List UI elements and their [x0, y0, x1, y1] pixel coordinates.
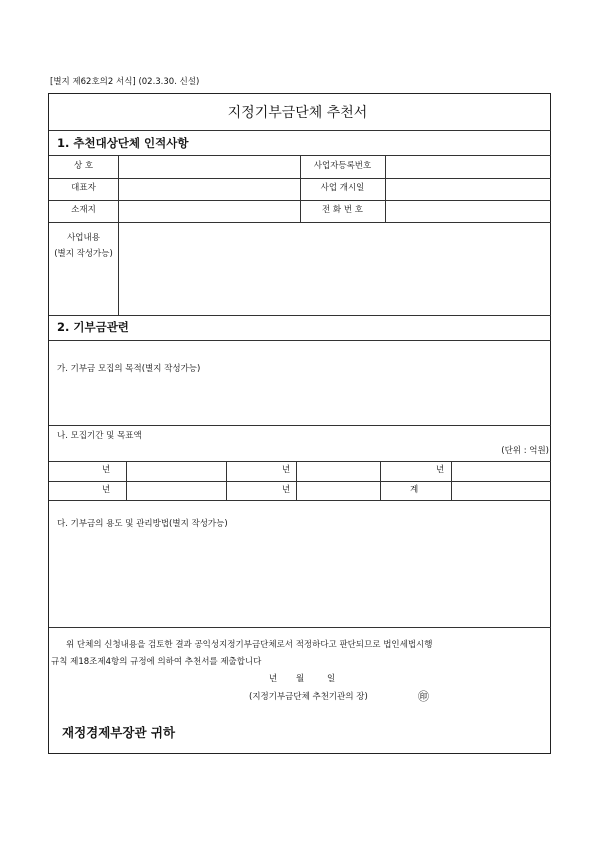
usage-management-label: 다. 기부금의 용도 및 관리방법(별지 작성가능) — [57, 519, 228, 529]
section2-heading: 2. 기부금관련 — [57, 320, 129, 334]
section1-heading: 1. 추천대상단체 인적사항 — [57, 136, 189, 150]
label-representative: 대표자 — [71, 183, 96, 193]
seal-mark: ㊞ — [418, 690, 429, 703]
declaration-line1: 위 단체의 신청내용을 검토한 결과 공익성지정기부금단체로서 적정하다고 판단되므로 법인세법시행 — [66, 640, 433, 650]
form-header-note: [별지 제62호의2 서식] (02.3.30. 신설) — [50, 77, 200, 87]
label-business-description-note: (별지 작성가능) — [54, 249, 113, 259]
usage-management-field[interactable] — [49, 533, 551, 626]
year-label: 년 — [282, 485, 291, 495]
date-year-label: 년 — [269, 674, 278, 684]
signer-label: (지정기부금단체 추천기관의 장) — [249, 692, 368, 702]
business-reg-number-field[interactable] — [386, 156, 551, 178]
location-field[interactable] — [119, 201, 300, 222]
target-amount-field[interactable] — [297, 462, 380, 481]
date-month-label: 월 — [296, 674, 305, 684]
unit-note: (단위 : 억원) — [501, 446, 549, 456]
date-day-label: 일 — [327, 674, 336, 684]
target-amount-field[interactable] — [127, 462, 226, 481]
declaration-line2: 규칙 제18조제4항의 규정에 의하여 추천서를 제출합니다 — [51, 657, 262, 667]
collection-period-label: 나. 모집기간 및 목표액 — [57, 431, 142, 441]
business-start-date-field[interactable] — [386, 179, 551, 200]
total-label: 계 — [410, 485, 419, 495]
target-amount-field[interactable] — [452, 462, 551, 481]
business-description-field[interactable] — [119, 223, 551, 315]
year-label: 년 — [102, 465, 111, 475]
target-amount-field[interactable] — [297, 482, 380, 500]
representative-field[interactable] — [119, 179, 300, 200]
year-label: 년 — [436, 465, 445, 475]
donation-purpose-field[interactable] — [49, 378, 551, 424]
total-amount-field[interactable] — [452, 482, 551, 500]
label-business-reg-number: 사업자등록번호 — [313, 161, 372, 171]
label-company-name: 상 호 — [73, 161, 94, 171]
year-label: 년 — [282, 465, 291, 475]
company-name-field[interactable] — [119, 156, 300, 178]
addressee: 재정경제부장관 귀하 — [62, 725, 176, 740]
donation-purpose-label: 가. 기부금 모집의 목적(별지 작성가능) — [57, 364, 201, 374]
label-business-description: 사업내용 — [67, 233, 100, 243]
form-title: 지정기부금단체 추천서 — [227, 105, 368, 121]
target-amount-field[interactable] — [127, 482, 226, 500]
label-location: 소재지 — [71, 205, 96, 215]
label-business-start-date: 사업 개시일 — [320, 183, 365, 193]
label-phone-number: 전 화 번 호 — [322, 205, 363, 215]
phone-number-field[interactable] — [386, 201, 551, 222]
year-label: 년 — [102, 485, 111, 495]
